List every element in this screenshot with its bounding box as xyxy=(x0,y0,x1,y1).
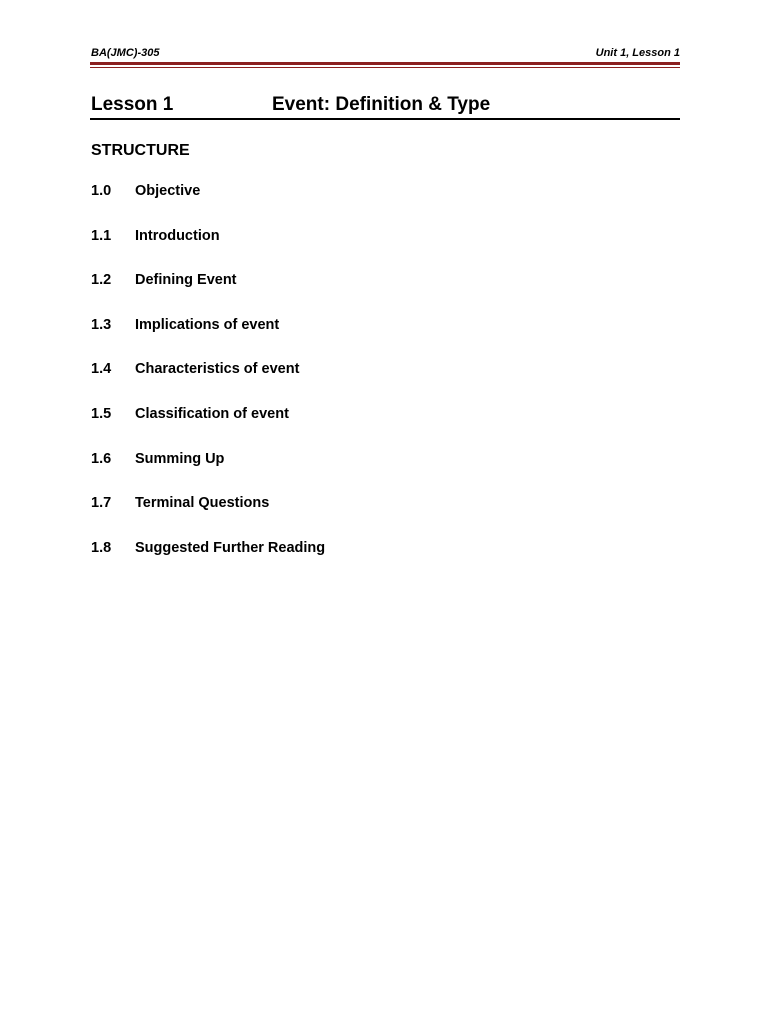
structure-item-number: 1.6 xyxy=(91,450,112,467)
structure-list xyxy=(91,180,591,581)
structure-item-defining-event xyxy=(91,269,591,314)
structure-item-number: 1.5 xyxy=(91,405,112,422)
structure-item-number: 1.3 xyxy=(91,316,112,333)
unit-lesson-label: Unit 1, Lesson 1 xyxy=(595,47,680,59)
structure-item-summing-up xyxy=(91,448,591,493)
structure-item-number: 1.0 xyxy=(91,183,112,199)
header-rule-thick xyxy=(90,62,680,65)
structure-item-number: 1.1 xyxy=(91,227,112,244)
structure-item-number: 1.8 xyxy=(91,539,112,556)
structure-item-number: 1.2 xyxy=(91,272,112,289)
structure-item-implications xyxy=(91,314,591,359)
structure-item-further-reading xyxy=(91,537,591,582)
structure-item-label: Summing Up xyxy=(135,450,225,467)
structure-item-label: Terminal Questions xyxy=(135,495,270,512)
structure-item-label: Defining Event xyxy=(135,272,237,289)
header-rule-thin xyxy=(90,67,680,68)
structure-item-label: Introduction xyxy=(135,227,220,244)
structure-item-label: Characteristics of event xyxy=(135,361,300,378)
running-header xyxy=(91,45,680,61)
structure-item-number: 1.7 xyxy=(91,495,112,512)
structure-heading: STRUCTURE xyxy=(91,142,190,159)
lesson-heading-rule xyxy=(90,118,680,120)
structure-item-label: Suggested Further Reading xyxy=(135,539,326,556)
structure-item-number: 1.4 xyxy=(91,361,112,378)
structure-item-introduction xyxy=(91,225,591,270)
lesson-heading xyxy=(91,92,680,118)
course-code: BA(JMC)-305 xyxy=(91,47,160,59)
structure-item-objective xyxy=(91,180,591,225)
structure-item-characteristics xyxy=(91,358,591,403)
lesson-title: Event: Definition & Type xyxy=(272,94,491,115)
structure-item-label: Classification of event xyxy=(135,405,289,422)
lesson-number: Lesson 1 xyxy=(91,94,174,115)
structure-item-terminal-questions xyxy=(91,492,591,537)
structure-item-label: Implications of event xyxy=(135,316,280,333)
structure-item-label: Objective xyxy=(135,183,201,199)
structure-item-classification xyxy=(91,403,591,448)
